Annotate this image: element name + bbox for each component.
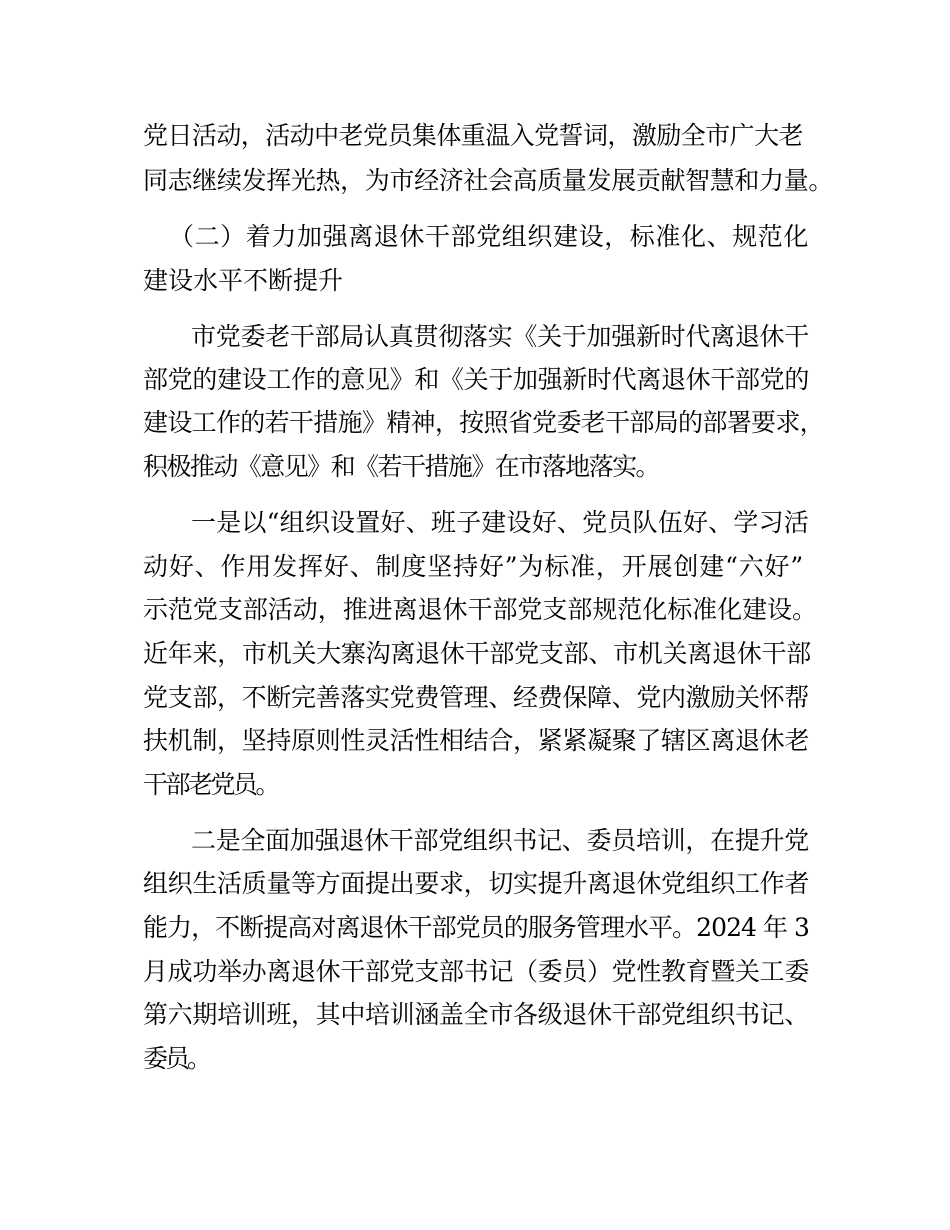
section-heading: 建设水平不断提升 xyxy=(143,266,343,295)
body-line: 动好、作用发挥好、制度坚持好”为标准，开展创建“六好” xyxy=(143,552,804,581)
body-line: 委员。 xyxy=(143,1044,210,1073)
body-line: 建设工作的若干措施》精神，按照省党委老干部局的部署要求， xyxy=(143,408,824,437)
body-line: 党日活动，活动中老党员集体重温入党誓词，激励全市广大老 xyxy=(143,121,803,150)
body-line: 部党的建设工作的意见》和《关于加强新时代离退休干部党的 xyxy=(143,365,809,394)
body-line: 二是全面加强退休干部党组织书记、委员培训，在提升党 xyxy=(191,826,809,855)
section-heading: （二）着力加强离退休干部党组织建设，标准化、规范化 xyxy=(169,222,809,251)
body-line: 一是以“组织设置好、班子建设好、党员队伍好、学习活 xyxy=(191,508,809,537)
body-line: 市党委老干部局认真贯彻落实《关于加强新时代离退休干 xyxy=(191,322,809,351)
body-line: 干部老党员。 xyxy=(143,770,278,799)
body-line: 月成功举办离退休干部党支部书记（委员）党性教育暨关工委 xyxy=(143,957,809,986)
body-line: 扶机制，坚持原则性灵活性相结合，紧紧凝聚了辖区离退休老 xyxy=(143,726,809,755)
body-line: 积极推动《意见》和《若干措施》在市落地落实。 xyxy=(143,452,659,481)
body-line: 近年来，市机关大寨沟离退休干部党支部、市机关离退休干部 xyxy=(143,639,811,668)
body-line: 党支部，不断完善落实党费管理、经费保障、党内激励关怀帮 xyxy=(143,683,809,712)
body-line: 组织生活质量等方面提出要求，切实提升离退休党组织工作者 xyxy=(143,869,809,898)
body-line: 能力，不断提高对离退休干部党员的服务管理水平。2024 年 3 xyxy=(143,913,809,942)
body-line: 同志继续发挥光热，为市经济社会高质量发展贡献智慧和力量。 xyxy=(143,166,833,195)
body-line: 示范党支部活动，推进离退休干部党支部规范化标准化建设。 xyxy=(143,595,817,624)
body-line: 第六期培训班，其中培训涵盖全市各级退休干部党组织书记、 xyxy=(143,1000,809,1029)
